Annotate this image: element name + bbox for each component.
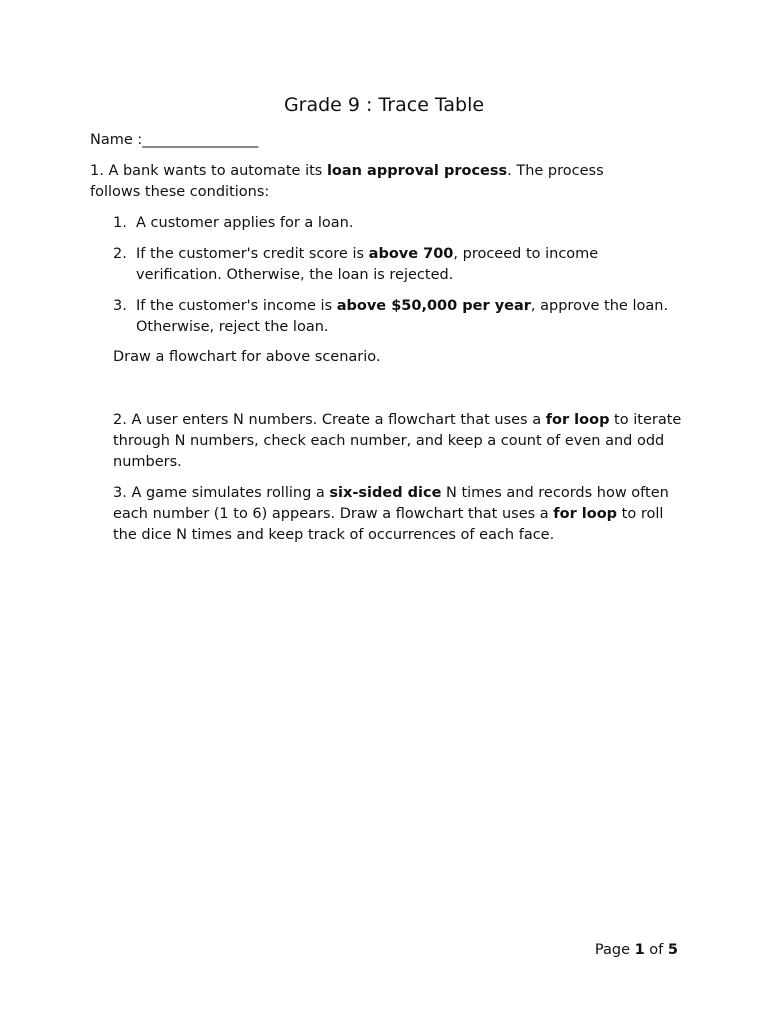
question-1-post: . The process follows these conditions: (90, 163, 604, 200)
question-3-pre: 3. A game simulates rolling a (113, 485, 330, 501)
question-3-mid: N times and records how often each number (1 to 6) appears. Draw a flowchart that uses a (113, 485, 669, 522)
total-page-number: 5 (667, 942, 678, 958)
condition-item (113, 244, 673, 286)
question-3-post: to roll the dice N times and keep track of occurrences of each face. (113, 506, 664, 543)
question-2-post: to iterate through N numbers, check each number, and keep a count of even and odd numbers. (113, 412, 682, 470)
question-1-bold: loan approval process (326, 163, 508, 179)
conditions-list (113, 213, 673, 348)
current-page-number: 1 (634, 942, 645, 958)
condition-number: 1. (113, 215, 127, 231)
condition-text-bold: above $50,000 per year (336, 298, 531, 314)
question-1-text (90, 161, 650, 203)
condition-item (113, 296, 673, 338)
condition-text-post: , approve the loan. Otherwise, reject the loan. (136, 298, 669, 335)
condition-text-pre: A customer applies for a loan. (136, 215, 354, 231)
question-3-bold-2: for loop (553, 506, 618, 522)
condition-text-pre: If the customer's credit score is (136, 246, 369, 262)
question-2-pre: 2. A user enters N numbers. Create a flowchart that uses a (113, 412, 546, 428)
condition-item (113, 213, 673, 234)
question-3-text (113, 483, 685, 546)
of-word: of (644, 942, 668, 958)
condition-text-pre: If the customer's income is (136, 298, 337, 314)
question-2-bold: for loop (545, 412, 610, 428)
question-3-bold-1: six-sided dice (329, 485, 442, 501)
page-word: Page (594, 942, 635, 958)
name-field-label: Name :________________ (90, 132, 259, 148)
page-number-footer (595, 940, 678, 961)
condition-text-post: , proceed to income verification. Otherwise, the loan is rejected. (136, 246, 599, 283)
page-title: Grade 9 : Trace Table (283, 94, 485, 116)
question-2-text (113, 410, 685, 473)
condition-number: 3. (113, 298, 127, 314)
question-1-pre: 1. A bank wants to automate its (90, 163, 327, 179)
condition-number: 2. (113, 246, 127, 262)
draw-instruction: Draw a flowchart for above scenario. (113, 349, 381, 365)
condition-text-bold: above 700 (368, 246, 454, 262)
